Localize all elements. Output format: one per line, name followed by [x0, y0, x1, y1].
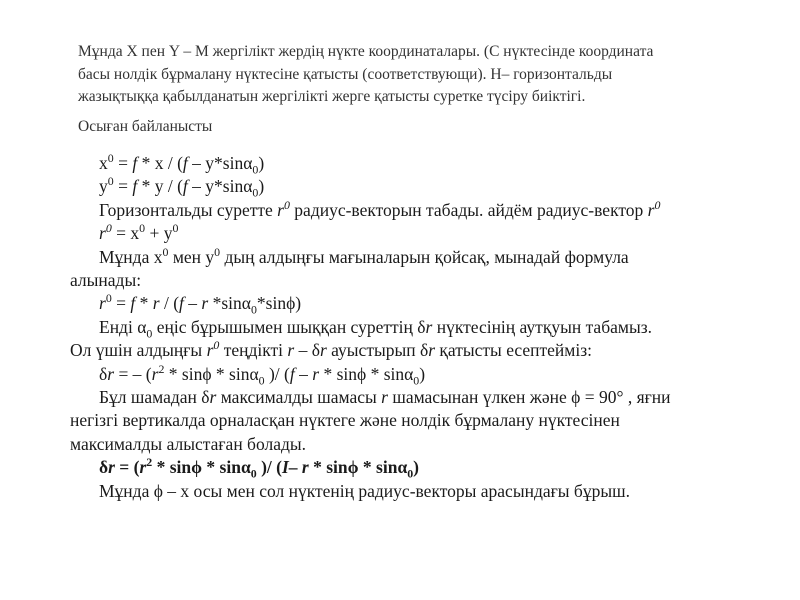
formula-r0: $r^0 = f * r / (f - r$ *sinα$_0$*sinϕ) [99, 291, 302, 317]
text-tilt-angle: Енді $\alpha_0$ еңіс бұрышымен шыққан суреттің δr нүктесінің аутқуын табамыз. [99, 316, 652, 341]
intro-paragraph [78, 41, 778, 109]
formula-x0: $x^0 = f * x / (f - y*\sin\alpha_0)$ [99, 151, 265, 177]
section-subheading: Осыған байланысты [78, 118, 213, 135]
text-obtained: алынады: [70, 270, 142, 291]
formula-r0-sum: $r^0 = x^0 + y^0$ [99, 221, 179, 244]
text-substitution: Мұнда $x^0$ мен $y^0$ дың алдыңғы мағыналарын қойсақ, мынадай формула [99, 244, 629, 267]
text-phi-definition: Мұнда ϕ – x осы мен сол нүктенің радиус-векторы арасындағы бұрыш. [99, 480, 630, 501]
intro-line-2: басы нолдік бұрмалану нүктесіне қатысты (соответствующи). H– горизонтальды [78, 65, 613, 83]
text-vertical: негізгі вертикалда орналасқан нүктеге және нолдік бұрмалану нүктесінен [70, 410, 620, 431]
text-farthest: максималды алыстаған болады. [70, 433, 307, 454]
formula-delta-r: δr = – ($r^2$ * sinϕ * sinα$_0$ )/ (f – r * sinϕ * sinα$_0$) [99, 361, 426, 388]
intro-line-3: жазықтыққа қабылданатын жергілікті жерге қатысты суретке түсіру биіктігі. [78, 88, 586, 105]
formula-y0: $y^0 = f * y / (f - y*\sin\alpha_0)$ [99, 174, 265, 200]
formula-body [70, 152, 770, 503]
text-maximum: Бұл шамадан δr максималды шамасы r шамасынан үлкен және ϕ = 90° , яғни [99, 387, 671, 408]
intro-line-1: Мұнда X пен Y – M жергілікт жердің нүкте координаталары. (C нүктесінде координата [78, 43, 654, 60]
text-radius-vector: Горизонтальды суретте $r^0$ радиус-векторын табады. айдём радиус-вектор $r^0$ [99, 197, 661, 220]
text-replacement: Ол үшін алдыңғы $r^0$ теңдікті r – δr ауыстырып δr қатысты есептейміз: [70, 338, 592, 361]
formula-delta-r-bold: $\delta r = (r^2 * \sin\phi * \sin\alpha_0$ )/ (I– r * sinϕ * sinα$_0$) [99, 455, 419, 481]
